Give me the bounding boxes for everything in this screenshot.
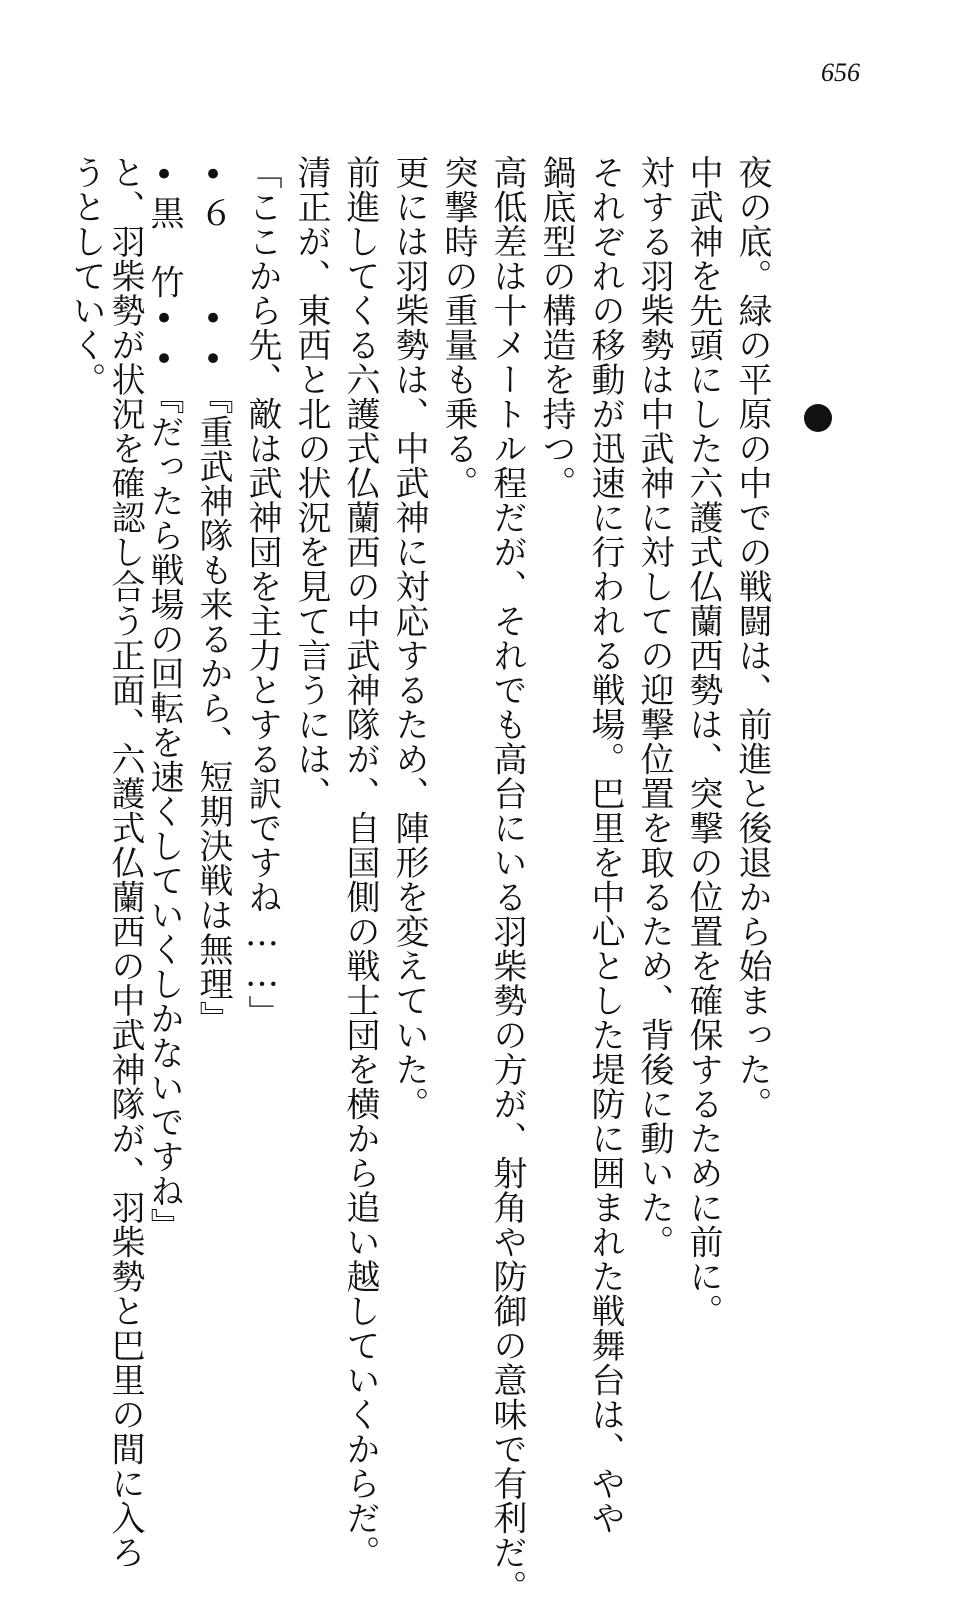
text-line: 清正が、東西と北の状況を見て言うには、 (291, 155, 331, 811)
text-line: と、羽柴勢が状況を確認し合う正面、六護式仏蘭西の中武神隊が、羽柴勢と巴里の間に入ろ (105, 155, 145, 1570)
text-line: 「ここから先、敵は武神団を主力とする訳ですね……」 (242, 155, 282, 1030)
text-line: 前進してくる六護式仏蘭西の中武神隊が、自国側の戦士団を横から追い越していくからだ。 (340, 155, 380, 1570)
page-number: 656 (821, 58, 860, 87)
text-line: •６ ••『重武神隊も来るから、短期決戦は無理』 (193, 155, 233, 1036)
text-line: 突撃時の重量も乗る。 (438, 155, 478, 500)
text-line: 更には羽柴勢は、中武神に対応するため、陣形を変えていた。 (389, 155, 429, 1121)
section-marker (804, 404, 832, 432)
text-line: 中武神を先頭にした六護式仏蘭西勢は、突撃の位置を確保するために前に。 (683, 155, 723, 1328)
text-line: うとしていく。 (66, 155, 106, 397)
text-line: 夜の底。緑の平原の中での戦闘は、前進と後退から始まった。 (732, 155, 772, 1121)
text-line: •黒 竹••『だったら戦場の回転を速くしていくしかないですね』 (144, 155, 184, 1243)
text-line: 高低差は十メートル程だが、それでも高台にいる羽柴勢の方が、射角や防御の意味で有利だ。 (487, 155, 527, 1604)
text-line: 対する羽柴勢は中武神に対しての迎撃位置を取るため、背後に動いた。 (634, 155, 674, 1259)
text-line: それぞれの移動が迅速に行われる戦場。巴里を中心とした堤防に囲まれた戦舞台は、やや (585, 155, 625, 1535)
text-line: 鍋底型の構造を持つ。 (536, 155, 576, 500)
